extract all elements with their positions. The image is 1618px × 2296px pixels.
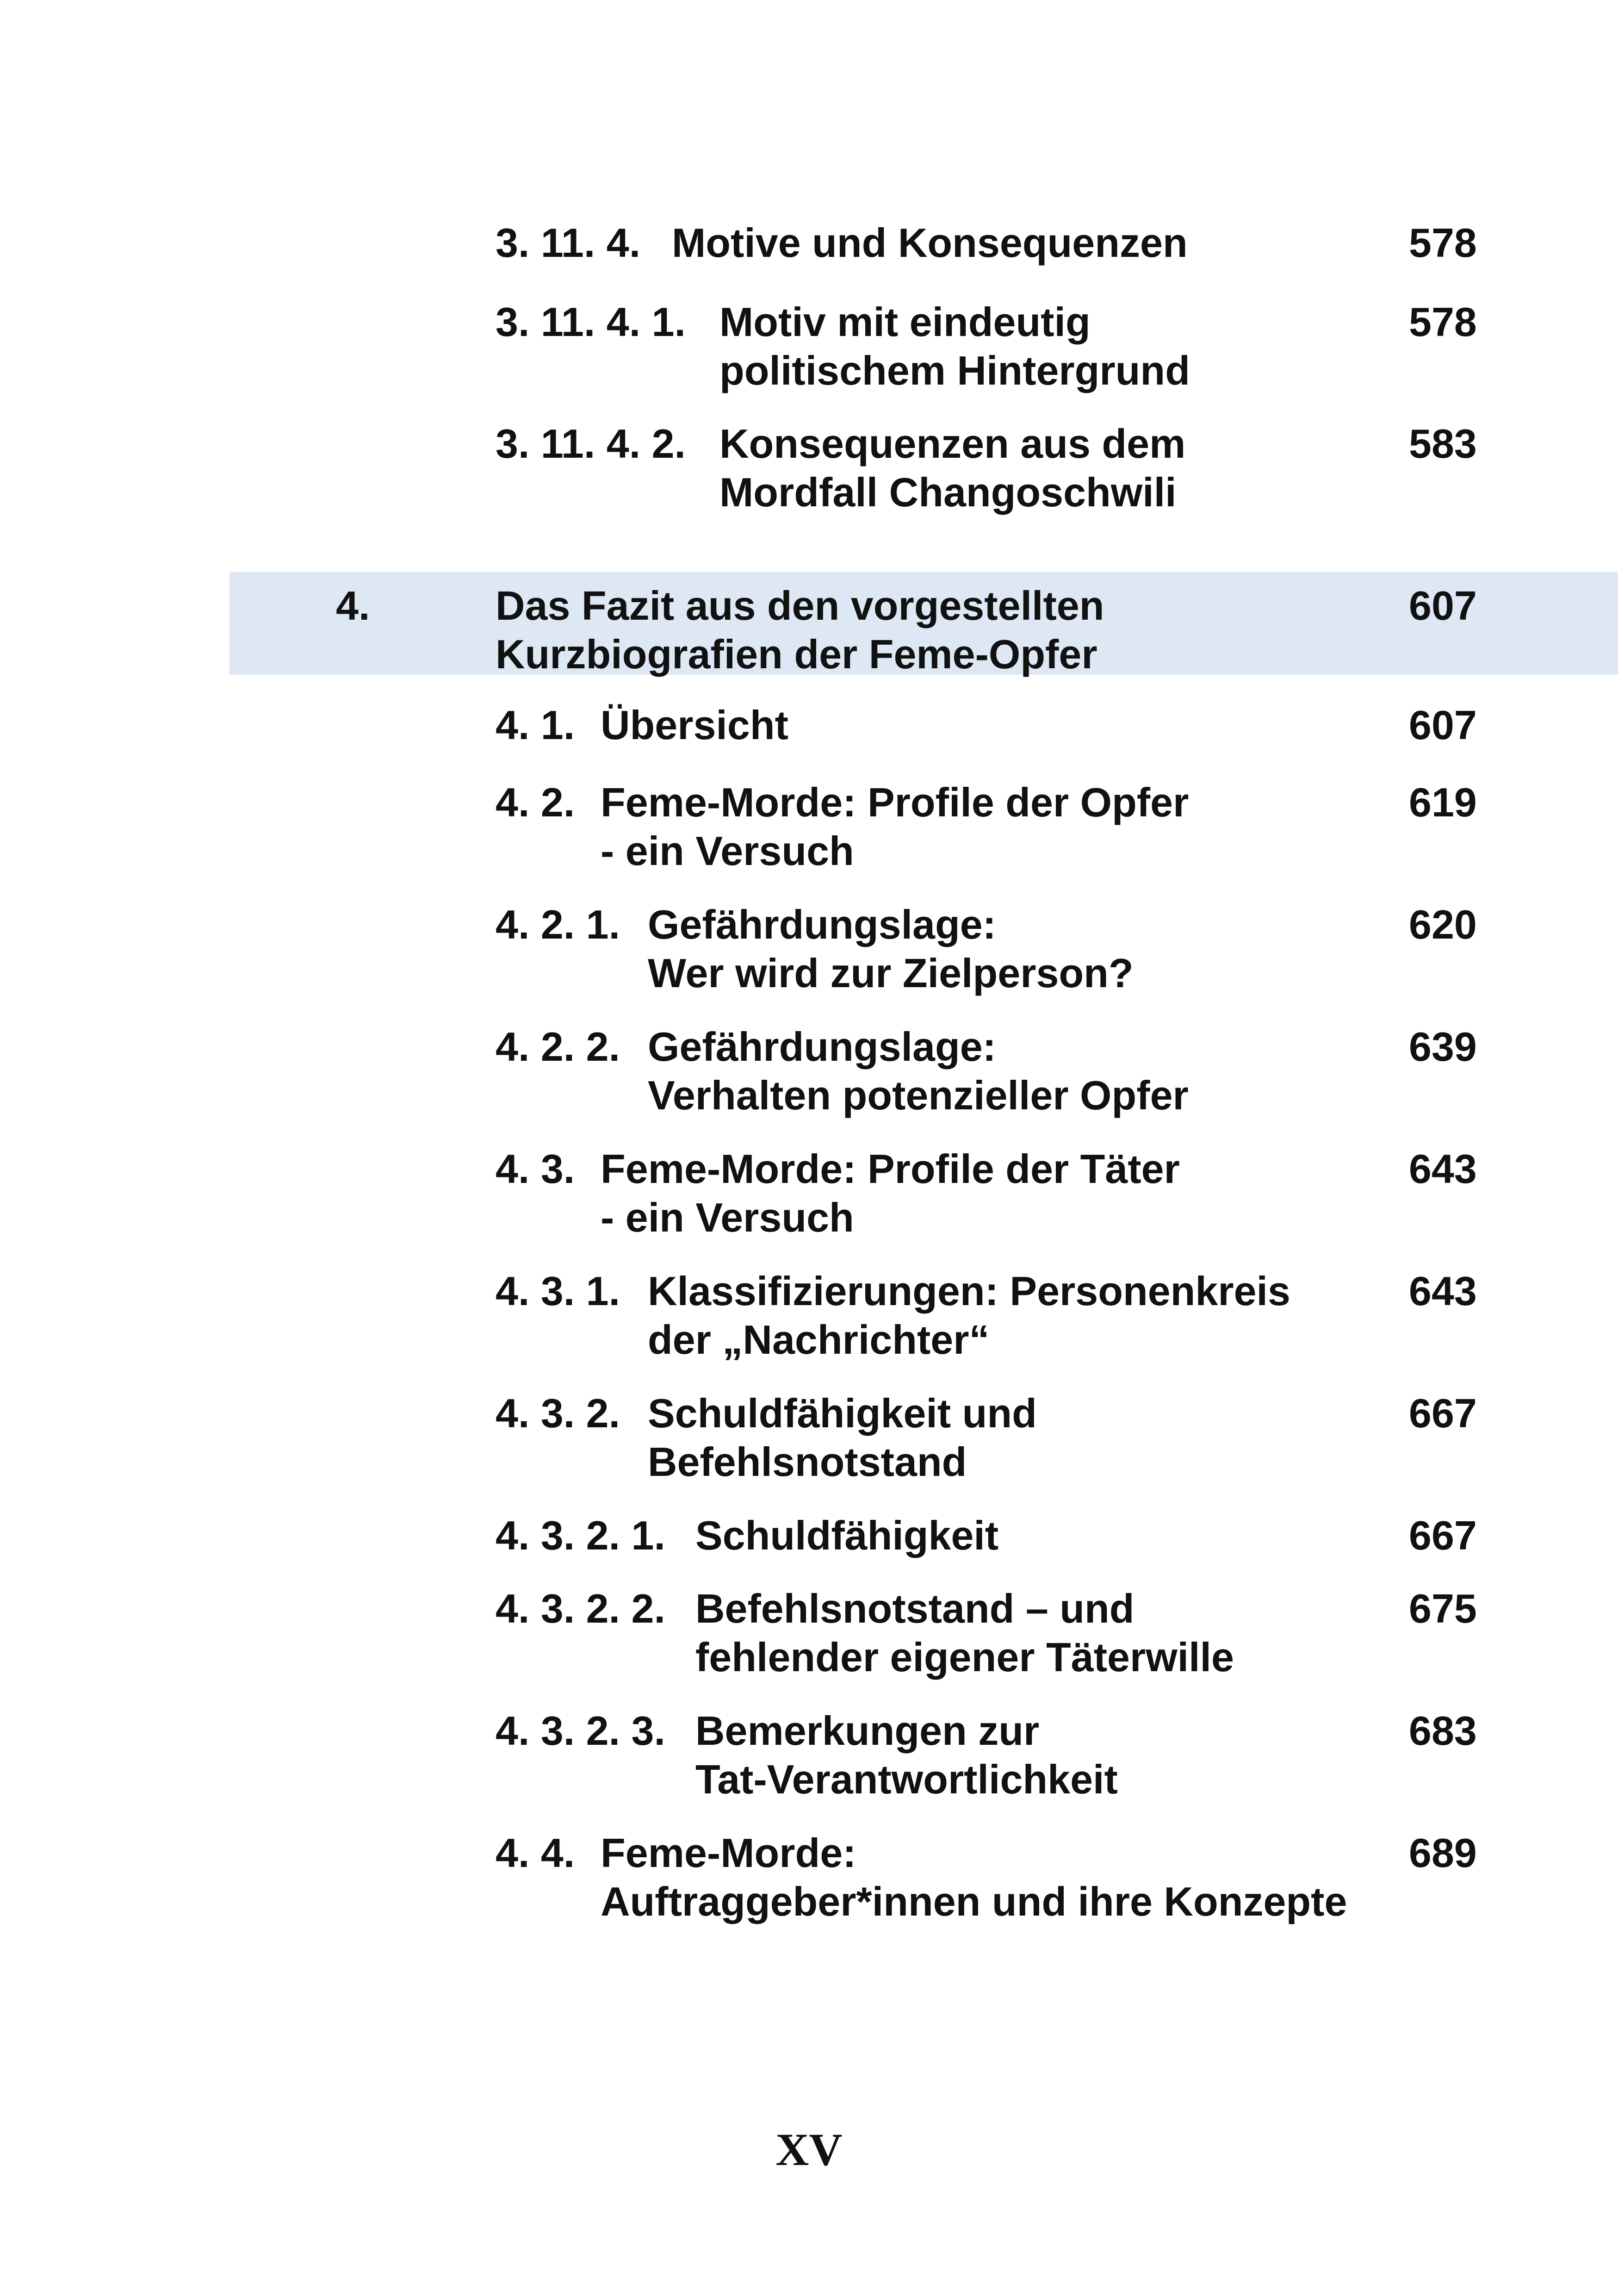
entry-number: 3. 11. 4. 2.	[496, 421, 686, 467]
entry-title: Bemerkungen zur	[695, 1708, 1040, 1754]
entry-title-continuation: - ein Versuch	[601, 828, 854, 874]
entry-page: 639	[1409, 1024, 1477, 1070]
entry-title-continuation: politischem Hintergrund	[719, 348, 1190, 393]
entry-number: 4. 2.	[496, 779, 575, 825]
chapter-title: Das Fazit aus den vorgestellten	[496, 583, 1104, 628]
entry-title: Schuldfähigkeit	[695, 1512, 999, 1558]
entry-title: Feme-Morde:	[601, 1830, 856, 1876]
chapter-title-continuation: Kurzbiografien der Feme-Opfer	[496, 631, 1097, 677]
entry-number: 4. 4.	[496, 1830, 575, 1876]
entry-title-continuation: Mordfall Changoschwili	[719, 469, 1177, 515]
entry-page: 620	[1409, 902, 1477, 947]
entry-page: 607	[1409, 702, 1477, 748]
entry-title: Schuldfähigkeit und	[648, 1390, 1037, 1436]
entry-title: Übersicht	[601, 702, 788, 748]
entry-title-continuation: Wer wird zur Zielperson?	[648, 950, 1134, 996]
entry-title-continuation: Tat-Verantwortlichkeit	[695, 1756, 1118, 1802]
entry-title-continuation: - ein Versuch	[601, 1195, 854, 1240]
entry-page: 619	[1409, 779, 1477, 825]
entry-page: 578	[1409, 220, 1477, 266]
entry-number: 4. 3. 2.	[496, 1390, 620, 1436]
entry-title: Feme-Morde: Profile der Opfer	[601, 779, 1189, 825]
entry-number: 4. 3. 2. 3.	[496, 1708, 665, 1754]
entry-number: 3. 11. 4. 1.	[496, 299, 686, 345]
entry-title-continuation: Verhalten potenzieller Opfer	[648, 1072, 1189, 1118]
entry-page: 643	[1409, 1268, 1477, 1314]
page-number: XV	[775, 2124, 843, 2175]
entry-title: Konsequenzen aus dem	[719, 421, 1186, 467]
entry-number: 4. 2. 1.	[496, 902, 620, 947]
entry-page: 667	[1409, 1390, 1477, 1436]
entry-title: Motive und Konsequenzen	[672, 220, 1188, 266]
entry-page: 689	[1409, 1830, 1477, 1876]
entry-number: 4. 3.	[496, 1146, 575, 1192]
entry-number: 3. 11. 4.	[496, 220, 641, 266]
entry-number: 4. 3. 2. 1.	[496, 1512, 665, 1558]
entry-page: 667	[1409, 1512, 1477, 1558]
entry-title: Gefährdungslage:	[648, 1024, 996, 1070]
entry-page: 607	[1409, 583, 1477, 628]
entry-title-continuation: fehlender eigener Täterwille	[695, 1634, 1234, 1680]
entry-title: Feme-Morde: Profile der Täter	[601, 1146, 1180, 1192]
chapter-number: 4.	[336, 583, 370, 628]
entry-title: Klassifizierungen: Personenkreis	[648, 1268, 1290, 1314]
entry-title-continuation: Auftraggeber*innen und ihre Konzepte	[601, 1879, 1347, 1924]
entry-page: 683	[1409, 1708, 1477, 1754]
entry-number: 4. 2. 2.	[496, 1024, 620, 1070]
entry-title: Gefährdungslage:	[648, 902, 996, 947]
entry-title-continuation: Befehlsnotstand	[648, 1439, 967, 1485]
entry-page: 578	[1409, 299, 1477, 345]
entry-title: Befehlsnotstand – und	[695, 1586, 1134, 1631]
entry-page: 583	[1409, 421, 1477, 467]
entry-page: 643	[1409, 1146, 1477, 1192]
entry-title: Motiv mit eindeutig	[719, 299, 1091, 345]
entry-number: 4. 3. 1.	[496, 1268, 620, 1314]
entry-number: 4. 1.	[496, 702, 575, 748]
entry-page: 675	[1409, 1586, 1477, 1631]
entry-number: 4. 3. 2. 2.	[496, 1586, 665, 1631]
entry-title-continuation: der „Nachrichter“	[648, 1317, 990, 1363]
